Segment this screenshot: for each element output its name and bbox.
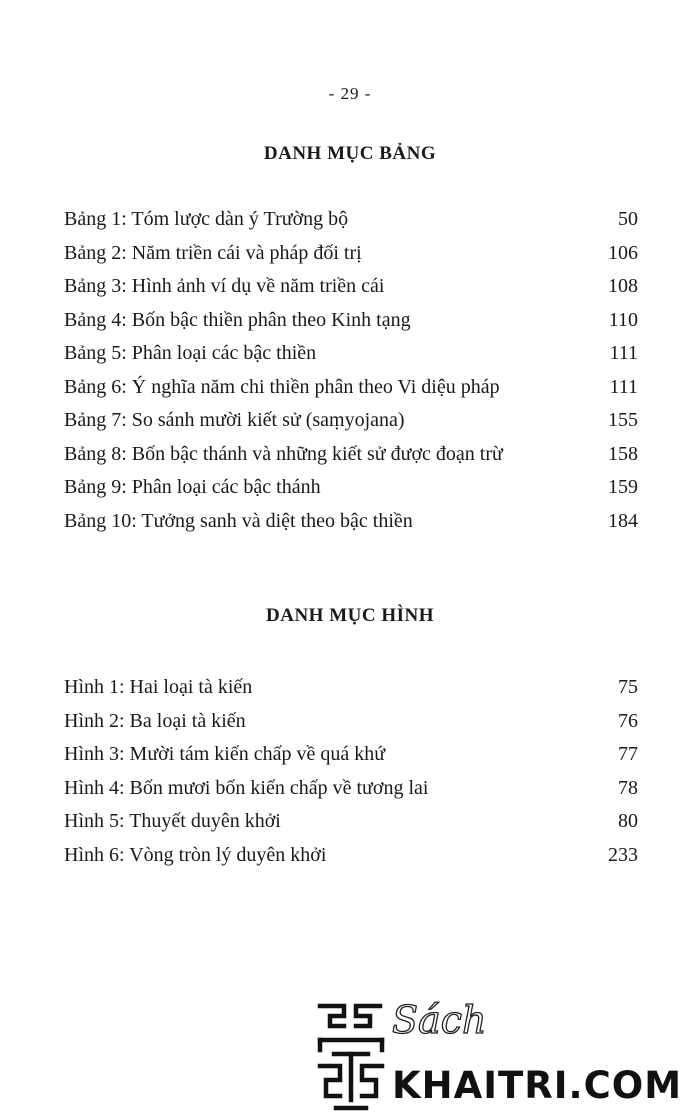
entry-label: Hình 3: Mười tám kiến chấp về quá khứ xyxy=(64,743,386,765)
figure-entry xyxy=(64,841,638,875)
entry-label: Bảng 3: Hình ảnh ví dụ về năm triền cái xyxy=(64,275,385,297)
entry-page: 108 xyxy=(608,275,638,297)
entry-page: 76 xyxy=(618,709,638,732)
entry-page: 80 xyxy=(618,810,638,832)
table-entry xyxy=(64,507,638,541)
page-number: - 29 - xyxy=(328,84,372,103)
entry-page: 77 xyxy=(618,743,638,765)
entry-page: 159 xyxy=(608,476,638,498)
entry-page: 184 xyxy=(608,509,638,532)
figures-section-title: DANH MỤC HÌNH xyxy=(266,605,434,626)
entry-page: 158 xyxy=(608,442,638,465)
figure-entry xyxy=(64,707,638,741)
entry-label: Bảng 6: Ý nghĩa năm chi thiền phân theo Vi diệu pháp xyxy=(64,375,500,398)
figure-entry xyxy=(64,740,638,774)
entry-page: 106 xyxy=(608,241,638,264)
khaitri-watermark-logo xyxy=(316,1000,696,1115)
entry-label: Bảng 10: Tưởng sanh và diệt theo bậc thiền xyxy=(64,509,413,532)
tables-section-title: DANH MỤC BẢNG xyxy=(263,143,437,164)
khai-tri-knot-emblem-icon xyxy=(316,1000,386,1112)
table-entry xyxy=(64,239,638,273)
entry-page: 78 xyxy=(618,776,638,799)
entry-page: 233 xyxy=(608,843,638,866)
figure-entry xyxy=(64,807,638,841)
entry-label: Bảng 4: Bốn bậc thiền phân theo Kinh tạng xyxy=(64,308,411,331)
entry-label: Bảng 9: Phân loại các bậc thánh xyxy=(64,476,321,498)
entry-label: Hình 5: Thuyết duyên khởi xyxy=(64,810,281,832)
table-entry xyxy=(64,205,638,239)
entry-page: 111 xyxy=(609,375,638,398)
entry-label: Hình 4: Bốn mươi bốn kiến chấp về tương lai xyxy=(64,776,429,799)
entry-label: Bảng 2: Năm triền cái và pháp đối trị xyxy=(64,241,362,264)
entry-page: 111 xyxy=(609,342,638,364)
entry-page: 110 xyxy=(608,308,638,331)
table-entry xyxy=(64,306,638,340)
tables-list xyxy=(64,205,638,540)
entry-label: Bảng 8: Bốn bậc thánh và những kiết sử được đoạn trừ xyxy=(64,442,503,465)
figure-entry xyxy=(64,774,638,808)
table-entry xyxy=(64,339,638,373)
figure-entry xyxy=(64,673,638,707)
watermark-brand-text: KHAITRI.COM xyxy=(392,1064,683,1107)
table-entry xyxy=(64,440,638,474)
entry-label: Bảng 1: Tóm lược dàn ý Trường bộ xyxy=(64,208,349,230)
table-entry xyxy=(64,272,638,306)
entry-label: Bảng 7: So sánh mười kiết sử (saṃyojana) xyxy=(64,409,405,431)
entry-label: Bảng 5: Phân loại các bậc thiền xyxy=(64,342,317,364)
watermark-script-text: Sách xyxy=(392,998,487,1042)
table-entry xyxy=(64,473,638,507)
figures-list xyxy=(64,673,638,874)
entry-label: Hình 6: Vòng tròn lý duyên khởi xyxy=(64,843,327,866)
entry-label: Hình 2: Ba loại tà kiến xyxy=(64,709,246,732)
entry-page: 155 xyxy=(608,409,638,431)
entry-label: Hình 1: Hai loại tà kiến xyxy=(64,676,253,698)
entry-page: 50 xyxy=(618,208,638,230)
entry-page: 75 xyxy=(618,676,638,698)
table-entry xyxy=(64,373,638,407)
table-entry xyxy=(64,406,638,440)
